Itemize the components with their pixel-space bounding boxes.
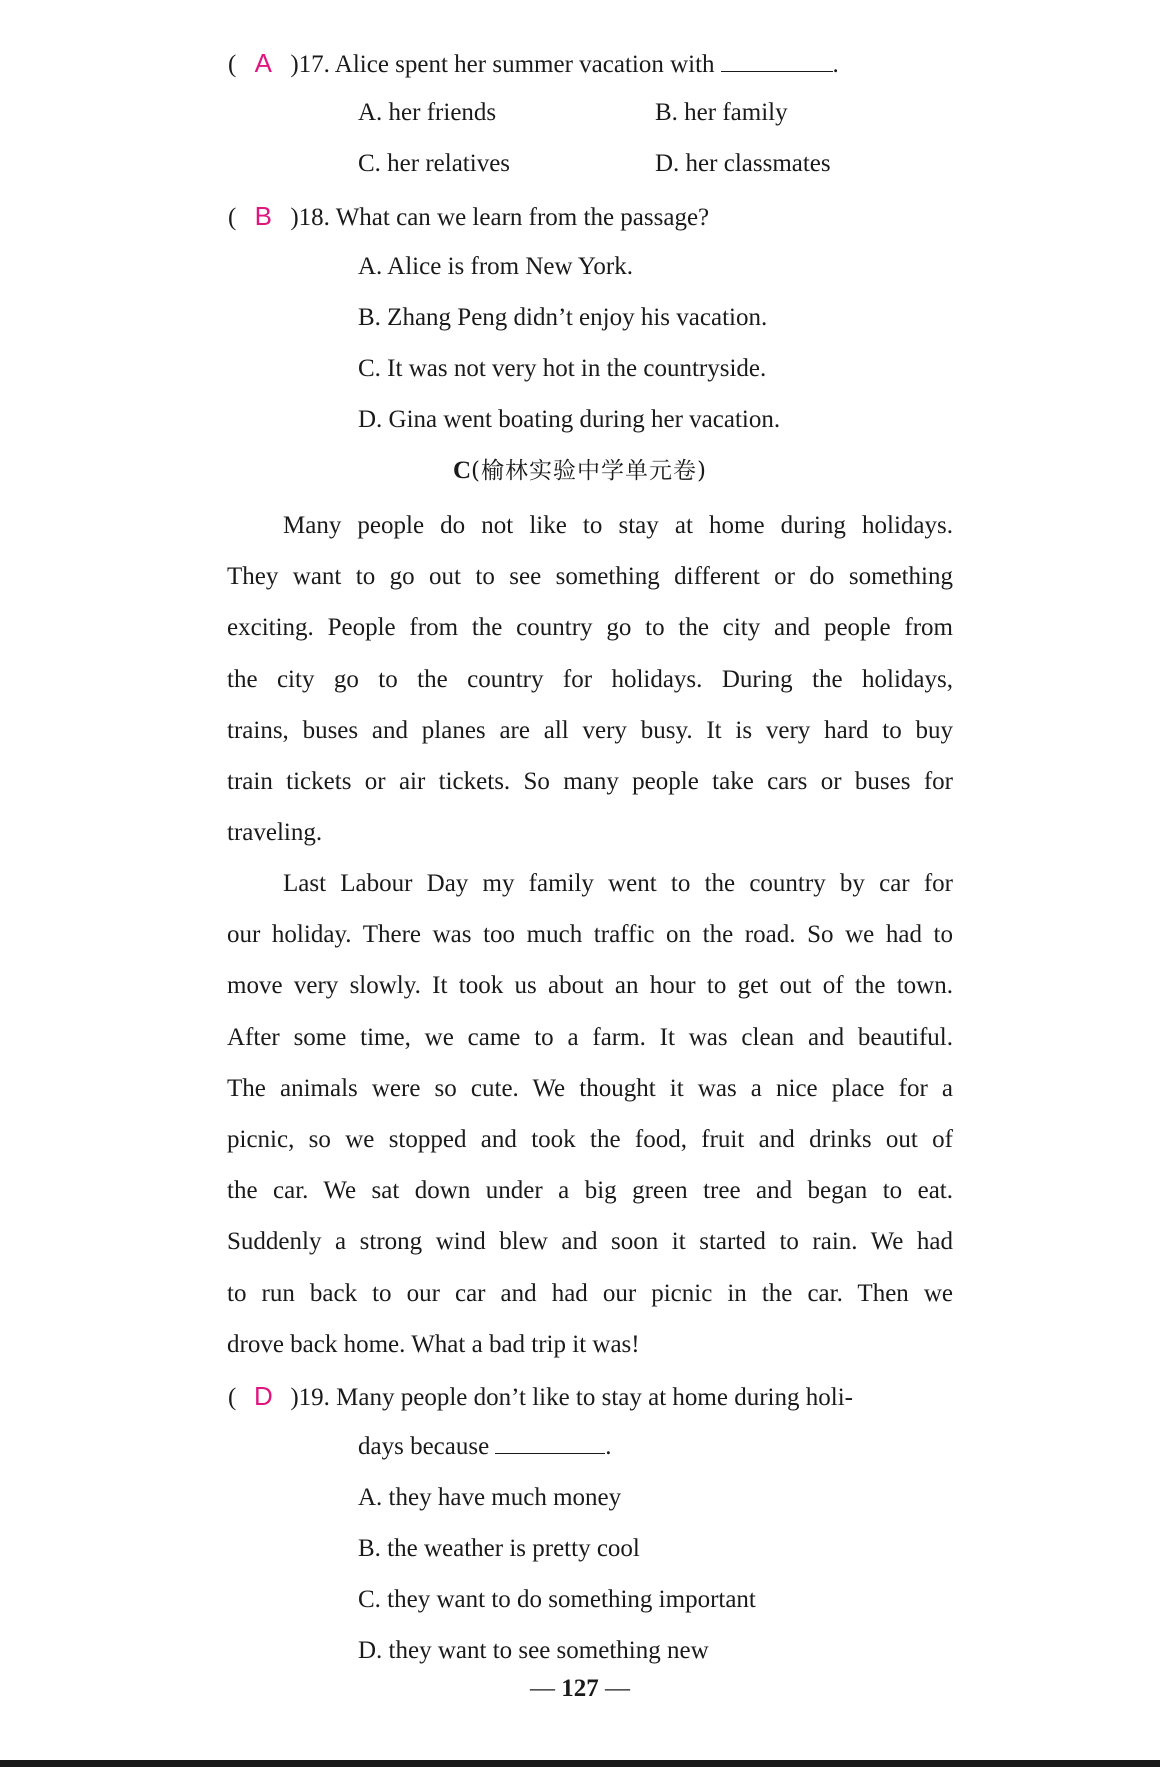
passage-paragraph-2: [227, 858, 953, 1370]
passage-line: exciting. People from the country go to the city and people from: [227, 614, 953, 642]
option-18c: C. It was not very hot in the countryside.: [358, 355, 767, 382]
paren-open: (: [228, 204, 237, 231]
option-19d: D. they want to see something new: [358, 1637, 709, 1664]
answer-17: A: [254, 48, 272, 78]
question-17: [228, 47, 839, 81]
option-19b: B. the weather is pretty cool: [358, 1535, 640, 1562]
passage-line: traveling.: [227, 819, 323, 847]
page-number-dash-left: —: [530, 1675, 555, 1702]
option-18d: D. Gina went boating during her vacation.: [358, 406, 781, 433]
page-number-dash-right: —: [605, 1675, 630, 1702]
option-19a: A. they have much money: [358, 1484, 622, 1511]
paren-close: ): [290, 1384, 299, 1411]
passage-line: Suddenly a strong wind blew and soon it started to rain. We had: [227, 1228, 953, 1256]
passage-line: the city go to the country for holidays. During the holidays,: [227, 665, 953, 693]
paren-close: ): [290, 204, 299, 231]
answer-blank: [495, 1431, 605, 1454]
option-19c: C. they want to do something important: [358, 1586, 756, 1613]
option-17a: A. her friends: [358, 99, 497, 126]
question-19-stem: 19. Many people don’t like to stay at home during holi-: [298, 1384, 853, 1411]
question-18-stem: 18. What can we learn from the passage?: [298, 204, 710, 231]
bottom-edge-bar: [0, 1760, 1160, 1767]
question-18: [228, 200, 709, 234]
section-heading: [0, 455, 1160, 487]
option-18b: B. Zhang Peng didn’t enjoy his vacation.: [358, 304, 768, 331]
stem-end: .: [832, 51, 839, 78]
section-source: (榆林实验中学单元卷): [471, 458, 707, 484]
stem-end: .: [605, 1433, 612, 1460]
answer-19: D: [253, 1381, 273, 1411]
passage-paragraph-1: [227, 500, 953, 858]
passage-line: drove back home. What a bad trip it was!: [227, 1330, 640, 1358]
page-number-value: 127: [561, 1675, 599, 1702]
paren-close: ): [290, 51, 299, 78]
answer-18: B: [254, 201, 272, 231]
option-17d: D. her classmates: [655, 150, 831, 177]
option-17b: B. her family: [655, 99, 788, 126]
passage-line: to run back to our car and had our picnic in the car. Then we: [227, 1279, 953, 1307]
question-19-stem-continued: [358, 1431, 611, 1463]
answer-blank: [721, 49, 833, 72]
passage-line: Last Labour Day my family went to the country by car for: [283, 870, 953, 897]
passage-line: move very slowly. It took us about an hour to get out of the town.: [227, 972, 953, 1000]
paren-open: (: [228, 1384, 237, 1411]
question-19: [228, 1380, 853, 1414]
paren-open: (: [228, 51, 237, 78]
passage-line: train tickets or air tickets. So many people take cars or buses for: [227, 767, 953, 795]
page-number: [0, 1673, 1160, 1705]
passage-line: The animals were so cute. We thought it was a nice place for a: [227, 1074, 953, 1102]
passage-line: our holiday. There was too much traffic on the road. So we had to: [227, 921, 953, 949]
passage-line: After some time, we came to a farm. It was clean and beautiful.: [227, 1023, 953, 1051]
passage-line: the car. We sat down under a big green tree and began to eat.: [227, 1177, 953, 1205]
passage-line: Many people do not like to stay at home during holidays.: [283, 512, 953, 539]
passage-line: picnic, so we stopped and took the food, fruit and drinks out of: [227, 1125, 953, 1153]
section-letter: C: [452, 457, 472, 484]
question-17-stem: 17. Alice spent her summer vacation with: [298, 51, 715, 78]
passage-line: trains, buses and planes are all very busy. It is very hard to buy: [227, 716, 953, 744]
option-18a: A. Alice is from New York.: [358, 253, 633, 280]
option-17c: C. her relatives: [358, 150, 511, 177]
question-19-stem-line2: days because: [358, 1433, 490, 1460]
passage-line: They want to go out to see something different or do something: [227, 563, 953, 591]
